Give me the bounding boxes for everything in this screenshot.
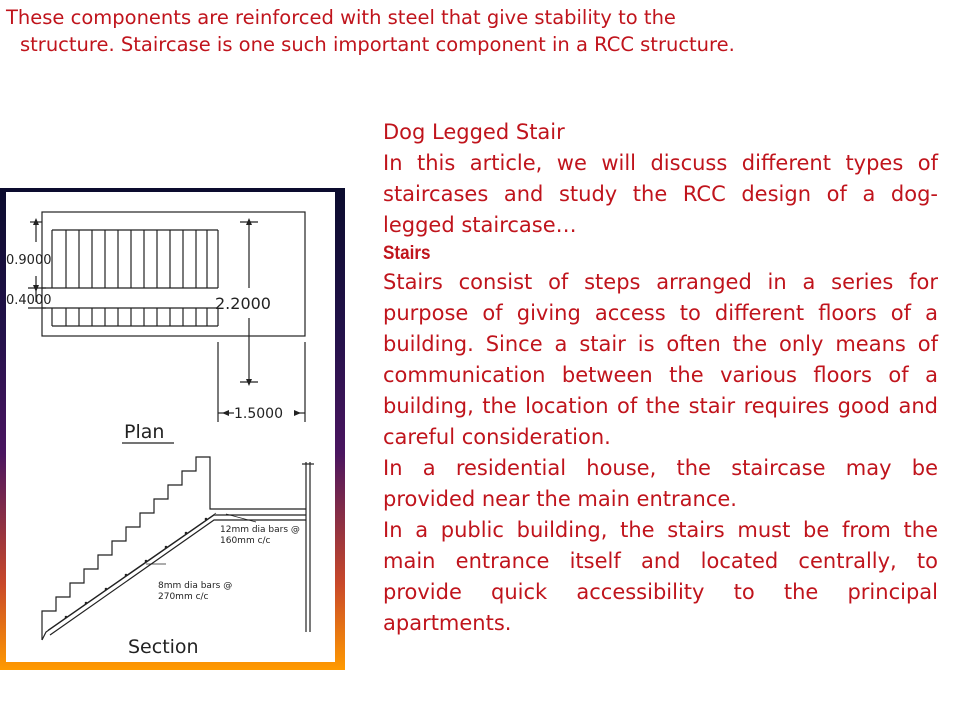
stairs-paragraph-2: In a residential house, the staircase may be provided near the main entrance. xyxy=(383,456,938,511)
stairs-paragraph-1: Stairs consist of steps arranged in a series for purpose of giving access to different floors of a building. Since a stair is often the only means of communication between the various floors of a building, the location of the stair requires good and careful consideration. xyxy=(383,270,938,449)
dim-total: 2.2000 xyxy=(215,294,271,313)
dim-width: 1.5000 xyxy=(234,406,283,422)
dimension-arrows xyxy=(33,218,301,416)
section-view xyxy=(42,457,314,640)
rebar-note-top-2: 160mm c/c xyxy=(220,536,271,546)
section-label: Section xyxy=(128,636,199,658)
rebar-note-top-1: 12mm dia bars @ xyxy=(220,525,300,535)
article-title: Dog Legged Stair xyxy=(383,120,565,144)
dim-flight: 0.9000 xyxy=(6,253,52,268)
intro-line-1: These components are reinforced with steel that give stability to the xyxy=(6,6,676,29)
section-rebar-dots xyxy=(65,518,208,619)
intro-text xyxy=(6,4,960,58)
rebar-note-bottom-1: 8mm dia bars @ xyxy=(158,581,233,591)
staircase-drawing-figure xyxy=(0,188,345,670)
plan-label: Plan xyxy=(124,421,165,443)
rebar-note-bottom-2: 270mm c/c xyxy=(158,592,209,602)
intro-line-2: structure. Staircase is one such important component in a RCC structure. xyxy=(20,33,735,56)
article-summary: In this article, we will discuss different types of staircases and study the RCC design of a dog-legged staircase… xyxy=(383,151,938,237)
staircase-drawing xyxy=(6,192,335,662)
dim-landing: 0.4000 xyxy=(6,293,52,308)
plan-view xyxy=(28,212,305,422)
stairs-heading: Stairs xyxy=(383,243,431,264)
article-content xyxy=(383,117,938,639)
stairs-paragraph-3: In a public building, the stairs must be from the main entrance itself and located centrally, to provide quick accessibility to the principal apartments. xyxy=(383,518,938,635)
drawing-panel xyxy=(6,192,335,662)
